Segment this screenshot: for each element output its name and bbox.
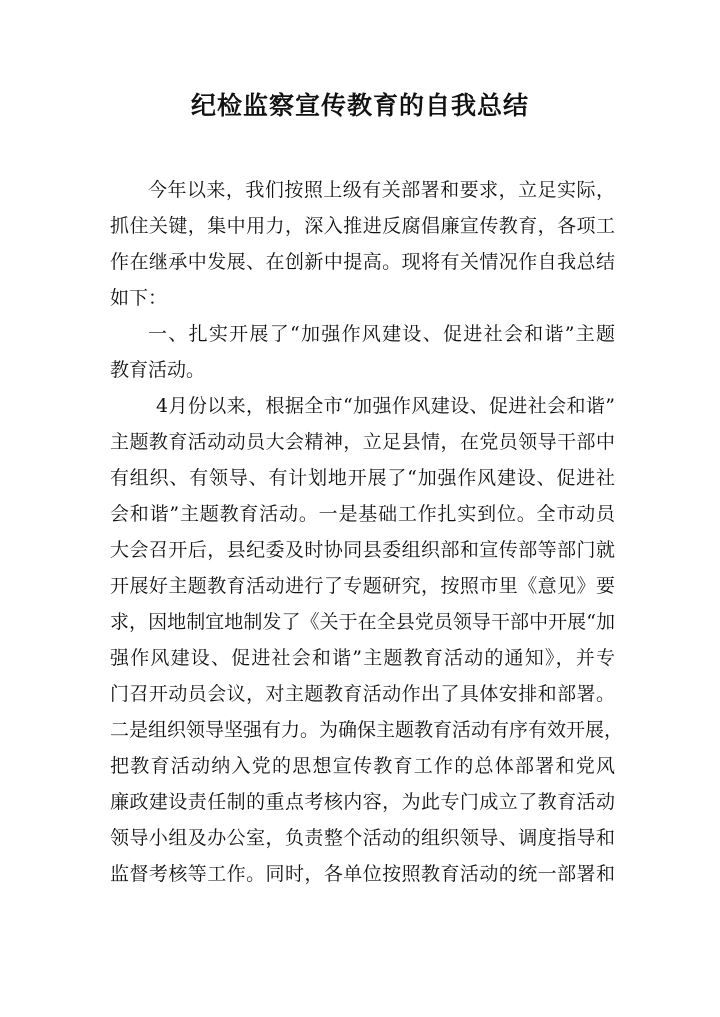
document-body xyxy=(110,172,624,892)
paragraph-line: 廉政建设责任制的重点考核内容，为此专门成立了教育活动 xyxy=(110,791,615,813)
paragraph-line: 监督考核等工作。同时，各单位按照教育活动的统一部署和 xyxy=(110,863,615,885)
paragraph-line: 今年以来，我们按照上级有关部署和要求，立足实际， xyxy=(148,179,615,201)
document-title: 纪检监察宣传教育的自我总结 xyxy=(190,91,529,120)
paragraph-line: 作在继承中发展、在创新中提高。现将有关情况作自我总结 xyxy=(110,251,615,273)
paragraph-line: 把教育活动纳入党的思想宣传教育工作的总体部署和党风 xyxy=(110,755,615,777)
paragraph-line: 大会召开后，县纪委及时协同县委组织部和宣传部等部门就 xyxy=(110,539,615,561)
section-heading-line: 一、扎实开展了“加强作风建设、促进社会和谐”主题 xyxy=(148,323,615,345)
paragraph-line: 抓住关键，集中用力，深入推进反腐倡廉宣传教育，各项工 xyxy=(110,215,615,237)
paragraph-line: 开展好主题教育活动进行了专题研究，按照市里《意见》要 xyxy=(110,575,615,597)
paragraph-line: 门召开动员会议，对主题教育活动作出了具体安排和部署。 xyxy=(110,683,615,705)
paragraph-line: 有组织、有领导、有计划地开展了“加强作风建设、促进社 xyxy=(110,467,615,489)
section-heading-line: 教育活动。 xyxy=(110,359,206,381)
paragraph-line: 领导小组及办公室，负责整个活动的组织领导、调度指导和 xyxy=(110,827,615,849)
paragraph-line: 强作风建设、促进社会和谐”主题教育活动的通知》，并专 xyxy=(110,647,615,669)
paragraph-line: 4月份以来，根据全市“加强作风建设、促进社会和谐” xyxy=(156,395,615,417)
paragraph-line: 会和谐”主题教育活动。一是基础工作扎实到位。全市动员 xyxy=(110,503,615,525)
paragraph-line: 求，因地制宜地制发了《关于在全县党员领导干部中开展“加 xyxy=(110,611,615,633)
paragraph-line: 如下： xyxy=(110,287,168,309)
paragraph-line: 主题教育活动动员大会精神，立足县情，在党员领导干部中 xyxy=(110,431,615,453)
paragraph-line: 二是组织领导坚强有力。为确保主题教育活动有序有效开展， xyxy=(110,719,624,741)
